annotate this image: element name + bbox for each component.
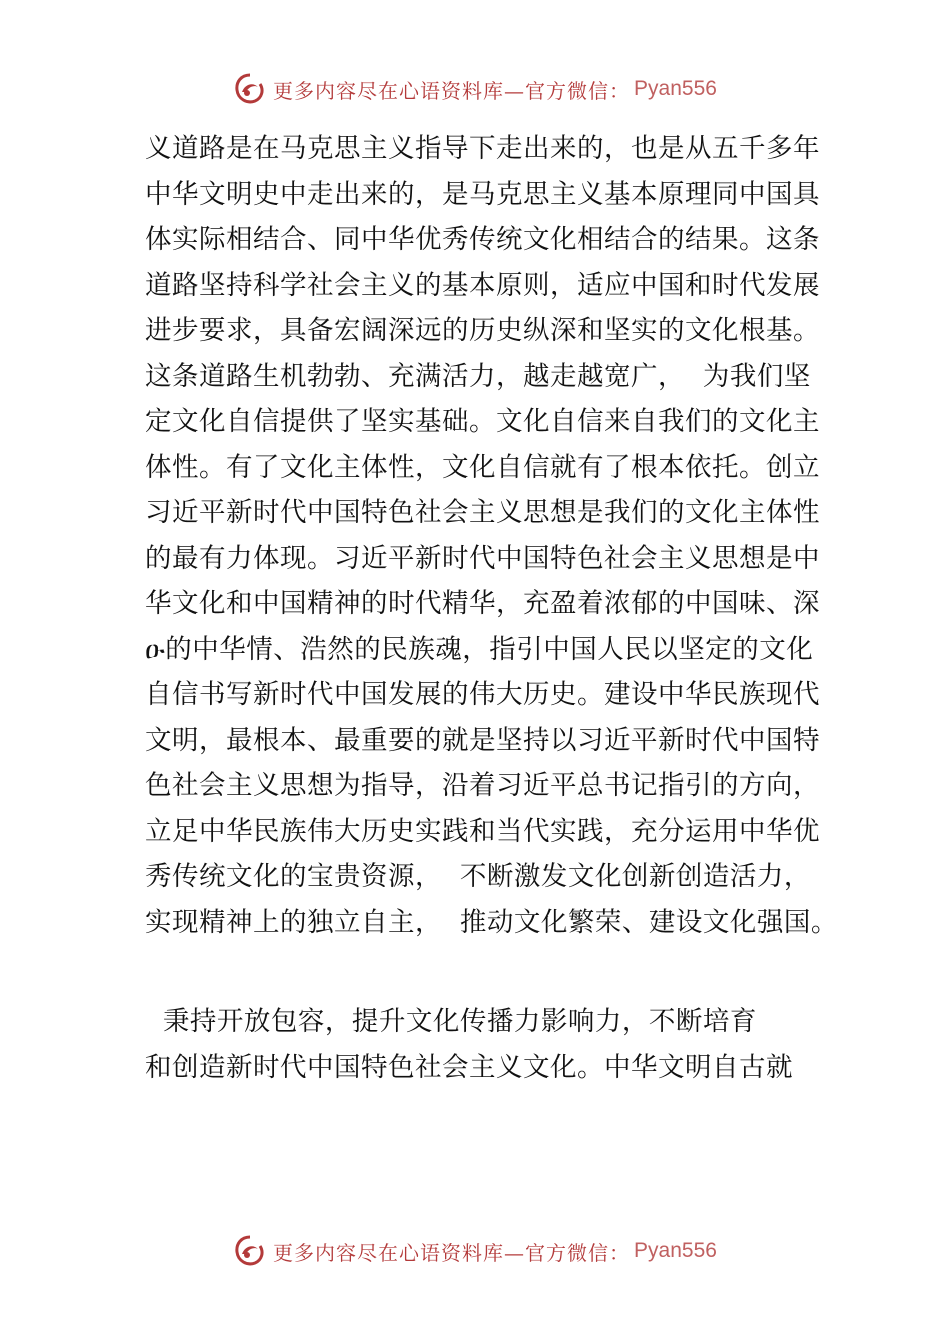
document-body (145, 126, 838, 1090)
paragraph-gap (145, 945, 835, 999)
wechat-account: Pyan556 (634, 77, 717, 100)
site-name: 更多内容尽在心语资料库 (273, 78, 505, 103)
text-line: 习近平新时代中国特色社会主义思想是我们的文化主体性 (145, 497, 820, 528)
text-line: 的最有力体现。习近平新时代中国特色社会主义思想是中 (145, 542, 820, 574)
text-line: 色社会主义思想为指导，沿着习近平总书记指引的方向， (145, 770, 820, 801)
site-name: 更多内容尽在心语资料库 (273, 1240, 505, 1265)
text-line: 和创造新时代中国特色社会主义文化。中华文明自古就 (145, 1051, 793, 1083)
paragraph-2 (145, 999, 835, 1090)
text-line: 中华文明史中走出来的，是马克思主义基本原理同中国具 (145, 178, 820, 210)
paragraph-1 (145, 126, 838, 945)
wechat-label: —官方微信： (504, 78, 631, 103)
text-line: 义道路是在马克思主义指导下走出来的，也是从五千多年 (145, 133, 820, 164)
text-line: 自信书写新时代中国发展的伟大历史。建设中华民族现代 (145, 679, 820, 710)
text-line: 秀传统文化的宝贵资源， 不断激发文化创新创造活力， (145, 861, 811, 892)
text-line: 道路坚持科学社会主义的基本原则，适应中国和时代发展 (145, 269, 820, 301)
text-line: 华文化和中国精神的时代精华，充盈着浓郁的中国味、深 (145, 588, 820, 619)
footer-banner (0, 1234, 950, 1268)
text-line: 进步要求，具备宏阔深远的历史纵深和坚实的文化根基。 (145, 315, 820, 346)
text-line: 定文化自信提供了坚实基础。文化自信来自我们的文化主 (145, 406, 820, 437)
text-line: 体实际相结合、同中华优秀传统文化相结合的结果。这条 (145, 224, 820, 255)
red-swirl-logo-icon (233, 1234, 267, 1268)
text-line: 体性。有了文化主体性，文化自信就有了根本依托。创立 (145, 451, 820, 483)
text-line: 秉持开放包容，提升文化传播力影响力，不断培育 (145, 1006, 757, 1037)
text-line: 这条道路生机勃勃、充满活力，越走越宽广， 为我们坚 (145, 360, 811, 392)
wechat-account: Pyan556 (634, 1239, 717, 1262)
text-line: 实现精神上的独立自主， 推动文化繁荣、建设文化强国。 (145, 906, 838, 938)
header-banner (0, 72, 950, 106)
text-line: 立足中华民族伟大历史实践和当代实践，充分运用中华优 (145, 815, 820, 847)
text-line: ዑ的中华情、浩然的民族魂，指引中国人民以坚定的文化 (145, 633, 814, 665)
red-swirl-logo-icon (233, 72, 267, 106)
text-line: 文明，最根本、最重要的就是坚持以习近平新时代中国特 (145, 724, 820, 756)
wechat-label: —官方微信： (504, 1240, 631, 1265)
